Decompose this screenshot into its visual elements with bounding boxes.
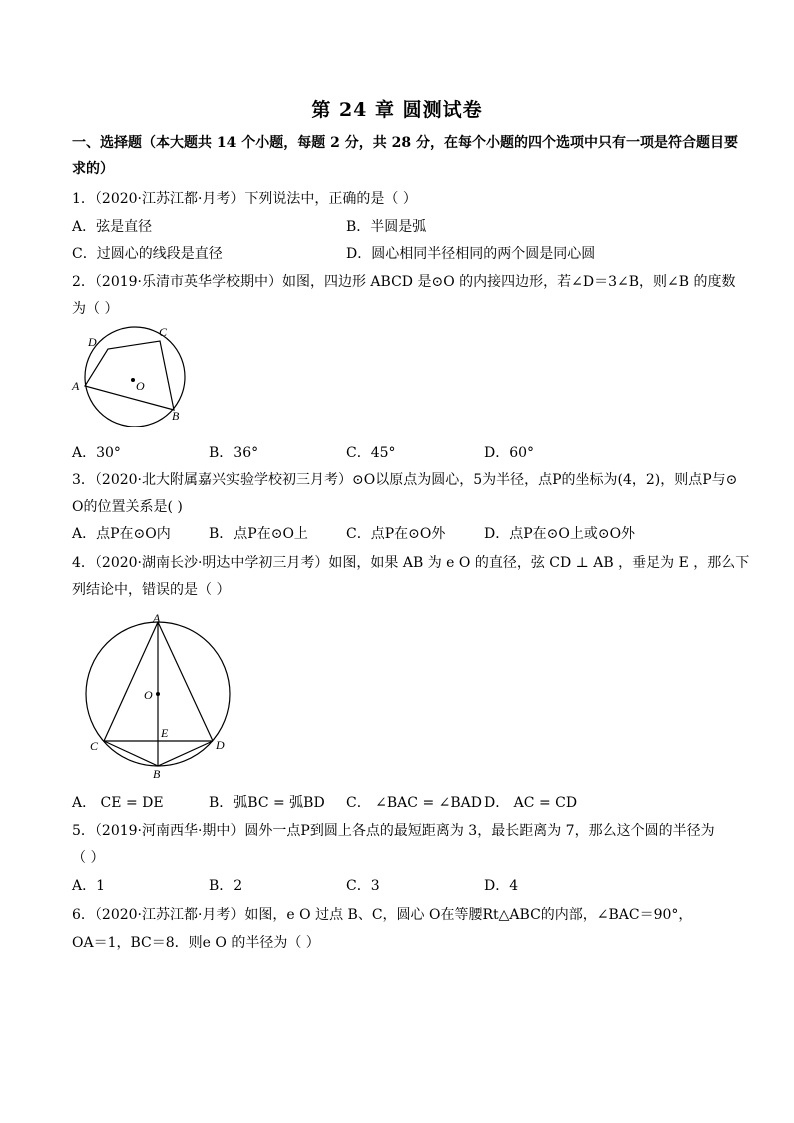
q2-center-point: [131, 378, 135, 382]
question-5-option-b: B．2: [209, 878, 243, 894]
section-heading: 一、选择题（本大题共 14 个小题，每题 2 分，共 28 分，在每个小题的四个选项中只有一项是符合题目要: [72, 135, 738, 151]
question-5-option-c: C．3: [346, 878, 380, 894]
q4-chord-bc: [104, 741, 158, 766]
question-5-stem-cont: （ ）: [72, 850, 105, 866]
q2-label-c: C: [159, 325, 168, 339]
question-4-option-d: D． AC = CD: [484, 795, 578, 811]
question-4-stem: 4．（2020·湖南长沙·明达中学初三月考）如图，如果 AB 为 e O 的直径，弦 CD ⊥ AB ，垂足为 E ，那么下: [72, 555, 750, 571]
question-4-figure: [80, 610, 240, 782]
question-1-option-d: D．圆心相同半径相同的两个圆是同心圆: [346, 246, 596, 262]
question-6-stem: 6．（2020·江苏江都·月考）如图，e O 过点 B、C，圆心 O在等腰Rt△ABC的内部，∠BAC＝90°，: [72, 907, 693, 923]
question-3-option-b: B．点P在⊙O上: [209, 526, 308, 542]
q2-label-a: A: [72, 379, 80, 393]
question-4-option-b: B．弧BC = 弧BD: [209, 795, 325, 811]
question-2-option-d: D．60°: [484, 445, 535, 461]
question-5-option-d: D．4: [484, 878, 519, 894]
question-1-option-a: A．弦是直径: [72, 219, 153, 235]
q4-label-b: B: [153, 767, 161, 781]
question-3-stem: 3．（2020·北大附属嘉兴实验学校初三月考）⊙O以原点为圆心，5为半径，点P的坐标为(4，2)，则点P与⊙: [72, 472, 738, 488]
q2-circle: [85, 327, 185, 427]
q4-label-d: D: [216, 738, 225, 752]
question-2-stem-cont: 为（ ）: [72, 301, 119, 317]
q4-label-a: A: [153, 611, 161, 625]
q2-label-o: O: [136, 379, 145, 393]
question-3-option-a: A．点P在⊙O内: [72, 526, 171, 542]
q4-chord-bd: [158, 741, 213, 766]
question-3-option-c: C．点P在⊙O外: [346, 526, 446, 542]
question-2-option-c: C．45°: [346, 445, 396, 461]
question-1-option-c: C．过圆心的线段是直径: [72, 246, 223, 262]
question-6-stem-cont: OA＝1，BC＝8．则e O 的半径为（ ）: [72, 935, 320, 951]
q4-label-c: C: [90, 739, 99, 753]
question-3-stem-cont: O的位置关系是( ): [72, 499, 183, 515]
question-3-option-d: D．点P在⊙O上或⊙O外: [484, 526, 636, 542]
q2-quadrilateral: [85, 341, 174, 410]
question-2-option-b: B．36°: [209, 445, 259, 461]
question-1-stem: 1．（2020·江苏江都·月考）下列说法中，正确的是（ ）: [72, 191, 417, 207]
question-2-option-a: A．30°: [72, 445, 121, 461]
question-1-option-b: B．半圆是弧: [346, 219, 427, 235]
question-4-option-a: A． CE = DE: [72, 795, 164, 811]
question-5-option-a: A．1: [72, 878, 106, 894]
question-2-figure: [64, 322, 194, 427]
q4-center-point: [156, 692, 160, 696]
q4-chord-ac: [104, 622, 158, 741]
q2-label-b: B: [172, 409, 180, 423]
section-heading-cont: 求的）: [72, 161, 114, 177]
q2-label-d: D: [88, 335, 97, 349]
q4-label-o: O: [144, 688, 153, 702]
q4-label-e: E: [161, 726, 169, 740]
page-title: 第 24 章 圆测试卷: [311, 99, 483, 121]
question-5-stem: 5．（2019·河南西华·期中）圆外一点P到圆上各点的最短距离为 3，最长距离为 7，那么这个圆的半径为: [72, 823, 715, 839]
question-4-option-c: C． ∠BAC = ∠BAD: [346, 795, 482, 811]
question-4-stem-cont: 列结论中，错误的是（ ）: [72, 582, 231, 598]
question-2-stem: 2．（2019·乐清市英华学校期中）如图，四边形 ABCD 是⊙O 的内接四边形，若∠D＝3∠B，则∠B 的度数: [72, 274, 736, 290]
